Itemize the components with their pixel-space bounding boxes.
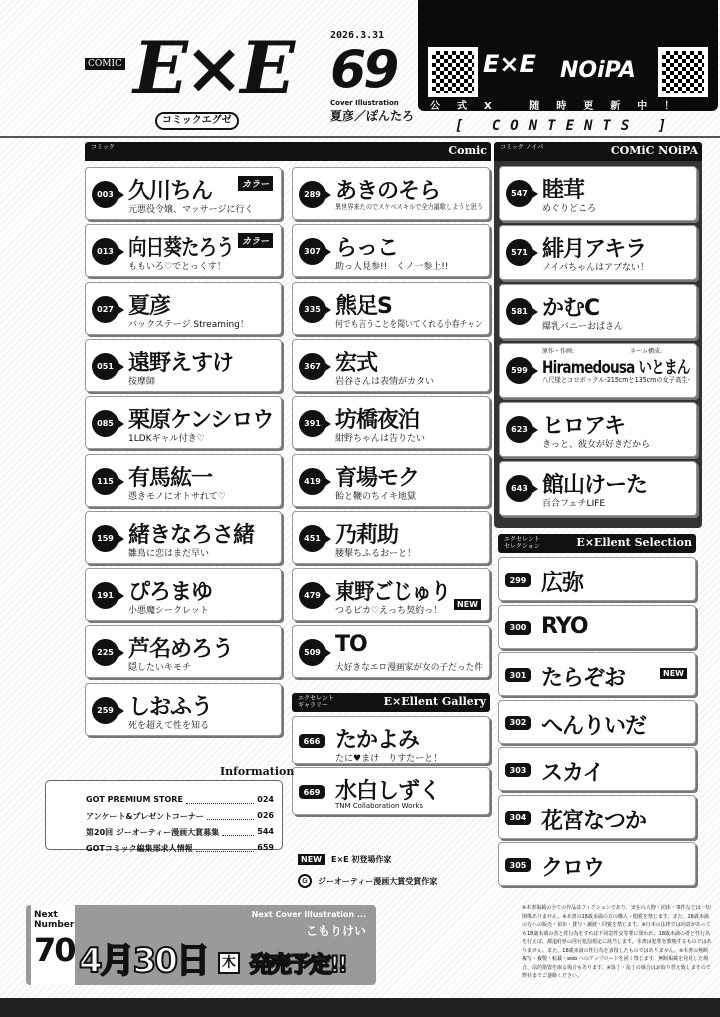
section-en: E×Ellent Gallery [383,695,486,708]
page-number-badge: 571 [506,239,533,266]
table-of-contents-entry[interactable] [85,282,282,335]
author-name: 向日葵たろう [128,236,234,262]
section-header-gallery [292,693,490,712]
issue-info [330,30,420,124]
legend [298,848,437,892]
info-item[interactable] [86,827,274,843]
contents-heading: [ CONTENTS ] [455,118,677,134]
sns-update-text: 公式X 随時更新中！ [430,101,692,112]
page-number-badge: 301 [505,668,531,682]
author-name: 花宮なつか [541,808,647,834]
work-title: 異世界来たのでスケベスキルで全力謳歌しようと思う [335,203,483,211]
author-name: らっこ [335,236,399,262]
next-cover-artist: こもりけい [305,924,366,938]
table-of-contents-entry[interactable] [85,568,282,621]
logo-kana: コミックエグゼ [155,112,239,130]
work-title: 岩谷さんは表情がカタい [335,376,435,387]
author-name: 宏式 [335,350,378,376]
author-name: 睦茸 [542,178,585,203]
section-jp: エクセレント セレクション [504,536,540,550]
table-of-contents-entry[interactable] [498,795,696,839]
work-title: 死を超えて性を知る [128,720,210,731]
leader-dots [196,843,255,852]
color-tag: カラー [238,233,273,248]
author-name: スカイ [541,761,604,786]
info-item-page: 026 [257,811,274,820]
work-title: 大好きなエロ漫画家が女の子だった件 [335,663,483,674]
author-name: 緋月アキラ [542,237,647,262]
number-label: Number [34,920,75,930]
work-title: 小悪魔シークレット [128,606,209,617]
section-jp: コミック ノイパ [500,144,544,151]
section-header-selection [498,534,696,553]
author-name: へんりいだ [541,713,647,739]
section-en: E×Ellent Selection [576,536,692,549]
page-number-badge: 547 [506,180,533,207]
page-number-badge: 479 [299,582,326,609]
next-issue-banner [26,905,376,985]
author-name: 熊足S [335,293,392,319]
author-name: 育場モク [335,465,420,491]
page-number-badge: 051 [92,353,119,380]
section-en: COMiC NOiPA [610,144,698,157]
table-of-contents-entry[interactable] [85,454,282,507]
next-issue-number: 70 [34,931,75,969]
table-of-contents-entry[interactable] [85,511,282,564]
section-jp: エクセレント ギャラリー [298,695,334,709]
cover-label: Cover Illustration [330,99,399,107]
author-name: 広弥 [541,571,584,596]
info-item[interactable] [86,811,274,827]
author-name: 栗原ケンシロウ [128,408,274,434]
table-of-contents-entry[interactable] [85,396,282,449]
table-of-contents-entry[interactable] [498,747,696,791]
table-of-contents-entry[interactable] [292,568,490,621]
author-name: 東野ごじゅり [335,580,451,606]
work-title: 元悪役令嬢、マッサージに行く [128,205,254,215]
section-header-noipa [494,142,702,161]
work-title: めぐりどころ [542,204,597,214]
table-of-contents-entry[interactable] [85,683,282,736]
page-number-badge: 302 [505,716,531,730]
author-name: RYO [541,613,588,639]
page-number-badge: 027 [92,296,119,323]
leader-dots [222,827,254,836]
table-of-contents-entry[interactable] [85,224,282,277]
leader-dots [186,795,254,804]
color-tag: カラー [238,176,273,191]
page-number-badge: 643 [506,475,533,502]
work-title: 憑きモノにオトサれて♡ [128,491,226,502]
page-number-badge: 666 [299,734,325,748]
table-of-contents-entry[interactable] [85,167,282,220]
table-of-contents-entry[interactable] [498,652,696,696]
table-of-contents-entry[interactable] [292,767,490,815]
page-number-badge: 191 [92,582,119,609]
author-name: ヒロアキ [542,414,626,439]
table-of-contents-entry[interactable] [498,842,696,886]
work-title: 紺野ちゃんは告りたい [335,434,426,445]
release-day: 4月30日 [79,941,208,981]
work-title: 助っ人見参!! くノ一参上!! [335,262,449,273]
work-title: たに♥まけ りすたーと！ [335,754,443,764]
author-name: たかよみ [335,728,420,753]
work-title: つるピカ♡えっち契約っ！ [335,606,443,617]
disclaimer: ※本書掲載の全ての作品はフィクションであり、実在の人物・団体・事件などは一切関係ありません。※本書の18歳未満の方の購入・閲覧を禁じます。また、18歳未満の方への販売・領布・貸与・譲渡・回覧を禁じます。※日本の法律では同意があっても18歳未満の者と性行為をすれば不同意性交等罪に問われ、18歳未満の者と性行為を行えば、都道府県の淫行処罰規定に該当します。本書は犯罪を教唆するものではありません。また、18歳未満の性行為を表現したものではありません。※本書の無断複写・複製・転載・web へのアップロードを固く禁じます。無断掲載を発見した場合、法的措置を取る場合もあります。※落丁・乱丁の場合はお取り替え致しますので弊社までご連絡ください。 [522,905,712,979]
page-number-badge: 299 [505,573,531,587]
table-of-contents-entry[interactable] [292,625,490,678]
info-item-name: GOT PREMIUM STORE [86,795,183,804]
table-of-contents-entry[interactable] [498,605,696,649]
next-label: Next [34,910,58,920]
author-name: Hiramedousa いとまん [542,358,690,378]
table-of-contents-entry[interactable] [85,625,282,678]
qr-code-noipa[interactable] [658,47,708,97]
legend-award-label: ジーオーティー漫画大賞受賞作家 [318,876,438,886]
author-name: 館山けーた [542,473,648,498]
page-number-badge: 623 [506,416,533,443]
table-of-contents-entry[interactable] [85,339,282,392]
author-name: あきのそら [335,179,441,204]
page-number-badge: 013 [92,238,119,265]
author-name: 乃莉助 [335,522,399,548]
section-en: Comic [448,144,487,157]
author-name: しおふう [128,694,213,720]
work-title: 腰撃ちふるおーと！ [335,548,417,559]
page-number-badge: 305 [505,858,531,872]
table-of-contents-entry[interactable] [292,454,490,507]
table-of-contents-entry[interactable] [292,396,490,449]
award-icon: G [298,874,312,888]
work-title: 飴と鞭のちイキ地獄 [335,491,417,502]
info-item[interactable] [86,795,274,811]
page-number-badge: 159 [92,525,119,552]
table-of-contents-entry[interactable] [499,284,697,339]
author-name: 水白しずく [335,779,441,804]
info-item-name: アンケート&プレゼントコーナー [86,812,204,821]
page-number-badge: 225 [92,639,119,666]
cover-artist: 夏彦／ぽんたろ [330,109,415,123]
author-name: 坊橋夜泊 [335,408,420,434]
page-number-badge: 451 [299,525,326,552]
work-title: TNM Collaboration Works [335,802,424,810]
credit-name: ネーム構成: [630,348,663,355]
table-of-contents-entry[interactable] [498,557,696,601]
table-of-contents-entry[interactable] [499,402,697,457]
author-name: 有馬紘一 [128,465,213,491]
work-title: 雛鳥に恋はまだ早い [128,548,210,559]
author-name: ぴろまゆ [128,580,213,606]
page-number-badge: 289 [299,181,326,208]
footer-bar [0,998,720,1017]
work-title: 隠したいキモチ [128,663,192,674]
sns-panel [418,0,718,111]
page-number-badge: 303 [505,763,531,777]
page-number-badge: 509 [299,639,326,666]
info-item-name: 第20回 ジーオーティー漫画大賞募集 [86,828,220,837]
table-of-contents-entry[interactable] [499,343,697,398]
work-title: ノイパちゃんはアブない！ [542,263,650,273]
work-title: ももいろ♡でとっくす！ [128,262,226,273]
information-box [45,780,283,853]
information-heading: Information [220,765,295,778]
work-title: 爆乳バニーおばさん [542,322,624,332]
work-title: きっと、彼女が好きだから [542,440,651,450]
work-title: バックステージ Streaming！ [128,319,249,330]
work-title: 1LDKギャル付き♡ [128,434,205,445]
qr-code-exe[interactable] [428,47,478,97]
work-title: 百合フェチLIFE [542,499,606,509]
page-number-badge: 599 [506,357,533,384]
next-number [31,905,75,985]
author-name: 久川ちん [128,179,213,204]
weekday: 木 [218,952,240,974]
table-of-contents-entry[interactable] [499,225,697,280]
exe-label: E×E [483,50,536,78]
page-number-badge: 335 [299,296,326,323]
table-of-contents-entry[interactable] [292,224,490,277]
noipa-label: NOiPA [560,58,636,83]
page-number-badge: 003 [92,181,119,208]
logo-comic: COMIC [85,58,125,70]
new-icon: NEW [660,668,687,679]
issue-number: 69 [330,40,397,100]
table-of-contents-entry[interactable] [292,511,490,564]
page-number-badge: 367 [299,353,326,380]
table-of-contents-entry[interactable] [292,282,490,335]
author-name: かむC [542,296,600,321]
page-number-badge: 307 [299,238,326,265]
page-number-badge: 300 [505,621,531,635]
table-of-contents-entry[interactable] [292,716,490,764]
section-header-comic [85,142,491,161]
info-item-name: GOTコミック編集部求人情報 [86,844,193,853]
author-name: 夏彦 [128,293,171,319]
page-number-badge: 259 [92,697,119,724]
work-title: 按摩師 [128,376,156,387]
logo-main: E×E [133,25,292,110]
page-number-badge: 581 [506,298,533,325]
author-name: クロウ [541,856,605,881]
table-of-contents-entry[interactable] [292,167,490,220]
next-cover-label: Next Cover Illustration ... [251,910,366,919]
author-name: たらぞお [541,666,626,691]
magazine-logo [85,25,315,133]
release-text: 発売予定!! [249,953,346,978]
work-title: 何でも言うことを聞いてくれる小春チャン [335,319,483,330]
table-of-contents-entry[interactable] [499,166,697,221]
table-of-contents-entry[interactable] [499,461,697,516]
page-number-badge: 391 [299,410,326,437]
divider [0,136,720,138]
author-name: TO [335,632,367,658]
info-item-page: 544 [257,827,274,836]
author-name: 緒きなろさ緒 [128,522,255,548]
page-number-badge: 669 [299,785,325,799]
legend-new-label: E×E 初登場作家 [330,854,392,864]
page-number-badge: 115 [92,468,119,495]
info-item[interactable] [86,843,274,859]
release-date [79,941,346,986]
new-icon: NEW [454,599,481,610]
page-number-badge: 419 [299,468,326,495]
author-name: 芦名めろう [128,637,234,663]
info-item-page: 024 [257,795,274,804]
new-icon: NEW [298,854,325,865]
issue-date: 2026.3.31 [330,30,385,41]
work-title: 八尺様とコロボックル-215cmと135cmの女子高生- [542,376,690,384]
page-number-badge: 304 [505,811,531,825]
table-of-contents-entry[interactable] [292,339,490,392]
info-item-page: 659 [257,843,274,852]
table-of-contents-entry[interactable] [498,700,696,744]
credit-story: 原作・作画: [542,348,575,355]
author-name: 遠野えすけ [128,350,234,376]
page-number-badge: 085 [92,410,119,437]
leader-dots [207,811,254,820]
section-jp: コミック [91,144,115,151]
